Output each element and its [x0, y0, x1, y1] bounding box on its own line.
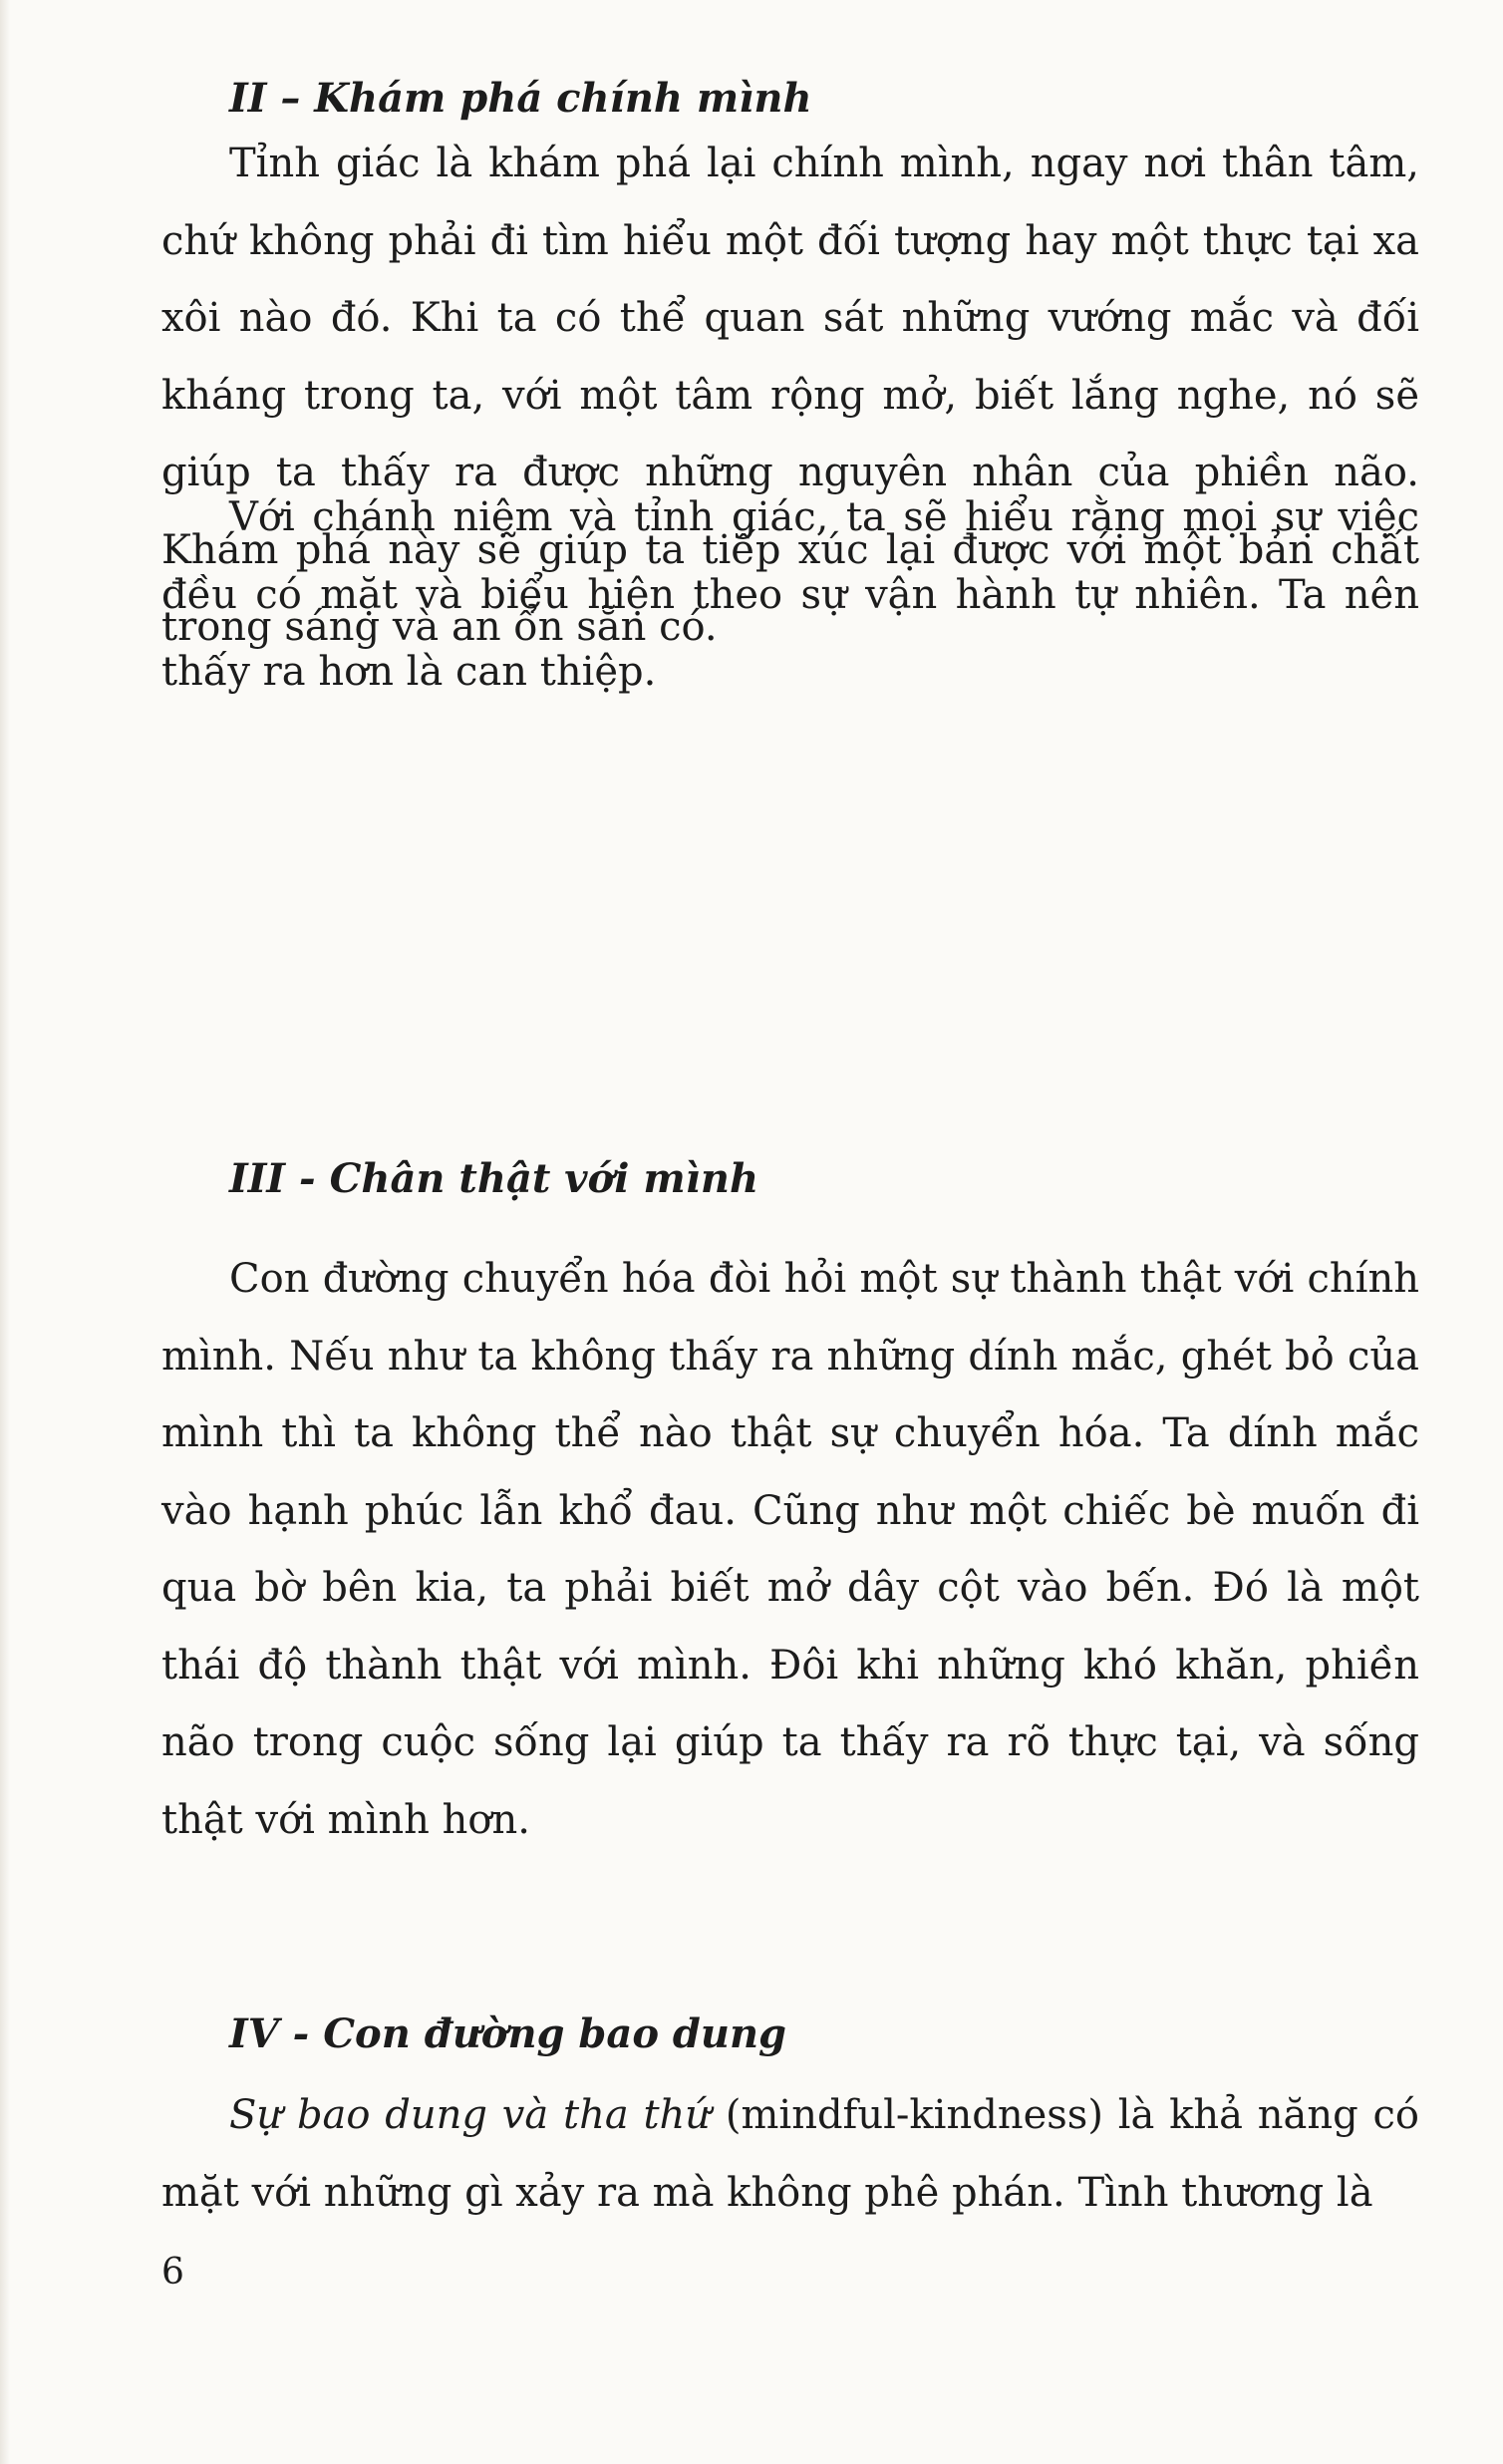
section-2-paragraph-1: Tỉnh giác là khám phá lại chính mình, ngay nơi thân tâm, chứ không phải đi tìm hiểu một đối tượng hay một thực tại xa xôi nào đó. Khi ta có thể quan sát những vướng mắc và đối kháng trong ta, với một tâm rộng mở, biết lắng nghe, nó sẽ giúp ta thấy ra được những nguyên nhân của phiền não. Khám phá này sẽ giúp ta tiếp xúc lại được với một bản chất trong sáng và an ổn sẵn có. [161, 141, 1419, 650]
section-4-paragraph-text: (mindful-kindness) là khả năng có mặt với những gì xảy ra mà không phê phán. Tình thương là [161, 2092, 1419, 2216]
page-number: 6 [161, 2252, 184, 2293]
section-heading-4: IV - Con đường bao dung [229, 2010, 787, 2057]
page-edge-shadow [0, 0, 10, 2464]
section-4-paragraph-1 [161, 2077, 1419, 2232]
section-4-italic-lead: Sự bao dung và tha thứ [229, 2092, 712, 2138]
section-2-paragraph-2: Với chánh niệm và tỉnh giác, ta sẽ hiểu rằng mọi sự việc đều có mặt và biểu hiện theo sự vận hành tự nhiên. Ta nên thấy ra hơn là can thiệp. [161, 494, 1419, 695]
section-3-paragraph-1: Con đường chuyển hóa đòi hỏi một sự thành thật với chính mình. Nếu như ta không thấy ra những dính mắc, ghét bỏ của mình thì ta không thể nào thật sự chuyển hóa. Ta dính mắc vào hạnh phúc lẫn khổ đau. Cũng như một chiếc bè muốn đi qua bờ bên kia, ta phải biết mở dây cột vào bến. Đó là một thái độ thành thật với mình. Đôi khi những khó khăn, phiền não trong cuộc sống lại giúp ta thấy ra rõ thực tại, và sống thật với mình hơn. [161, 1256, 1419, 1843]
section-heading-3: III - Chân thật với mình [229, 1155, 759, 1202]
section-heading-2: II – Khám phá chính mình [229, 75, 812, 122]
